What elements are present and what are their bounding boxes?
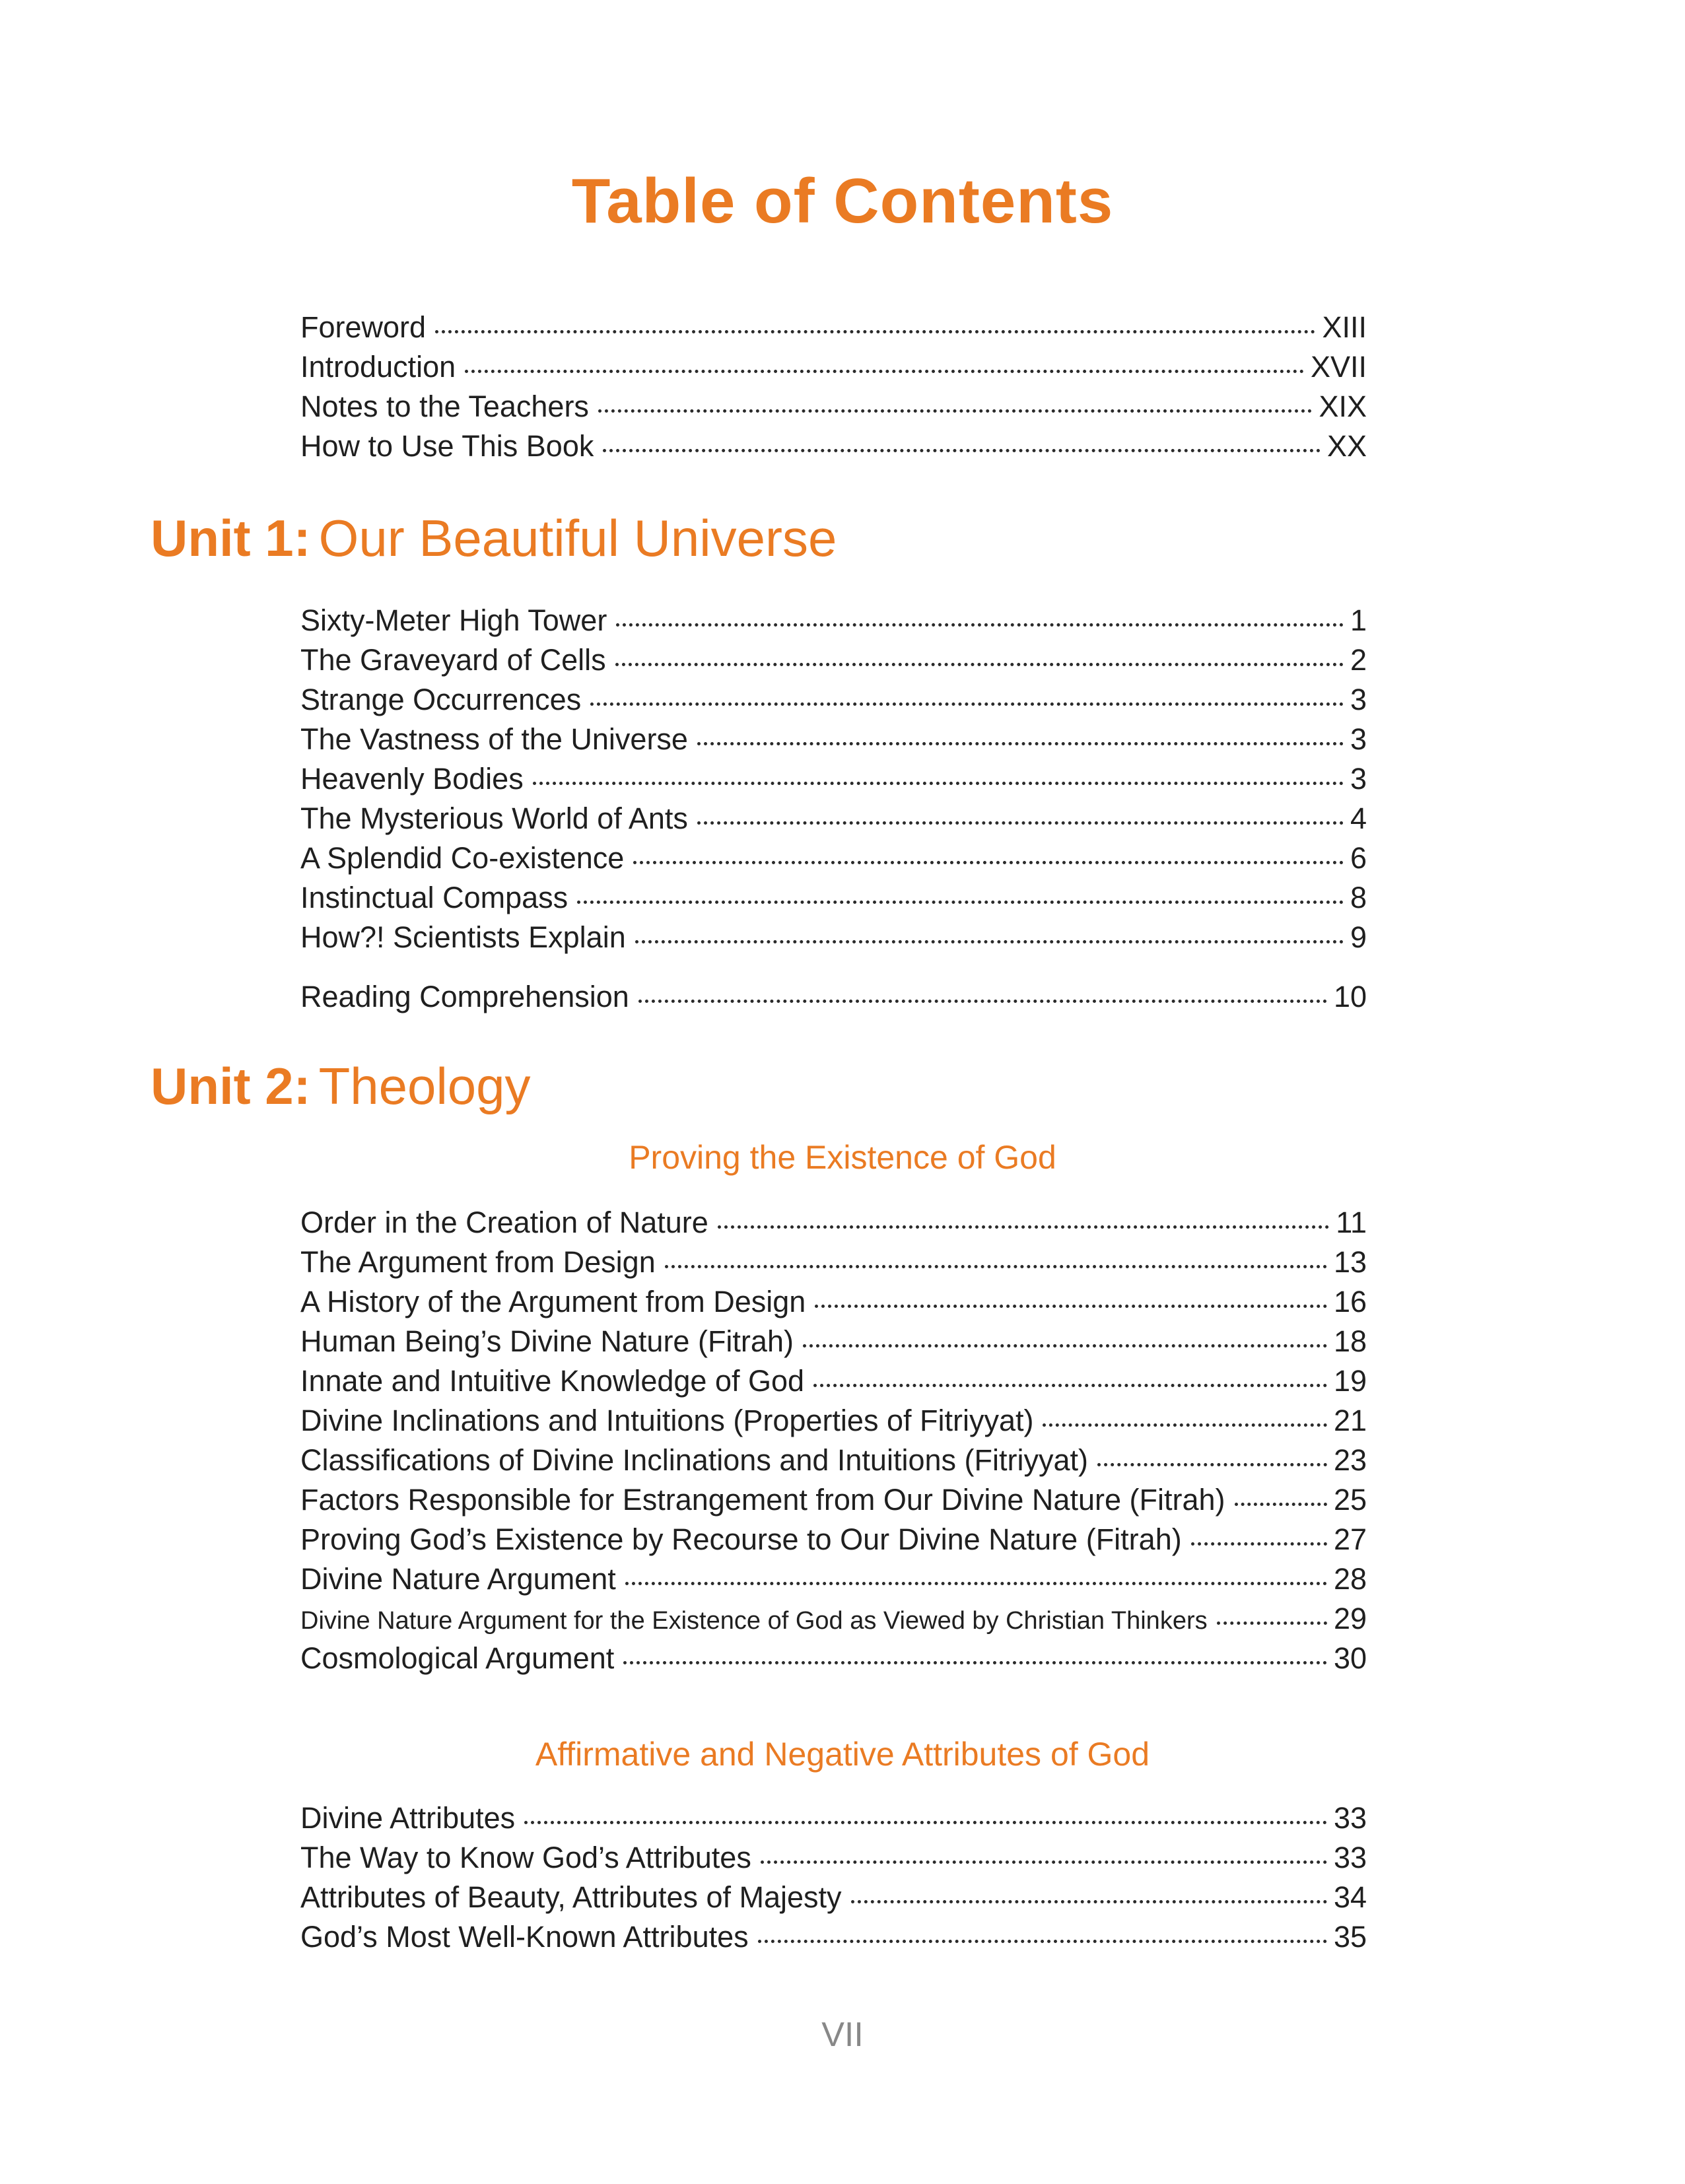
toc-entry[interactable] (300, 1480, 1367, 1520)
dot-leader (616, 623, 1344, 627)
entry-title: Cosmological Argument (300, 1641, 615, 1675)
entry-page: 3 (1350, 762, 1367, 796)
toc-entry[interactable] (300, 838, 1367, 878)
dot-leader (758, 1940, 1327, 1943)
entry-title: A Splendid Co-existence (300, 841, 625, 875)
entry-page: XX (1326, 429, 1367, 463)
toc-entry[interactable] (300, 1401, 1367, 1441)
entry-title: Divine Inclinations and Intuitions (Properties of Fitriyyat) (300, 1404, 1034, 1437)
entry-page: 1 (1350, 603, 1367, 637)
entry-page: 25 (1333, 1483, 1367, 1517)
entry-page: XIII (1322, 310, 1367, 344)
entry-title: The Mysterious World of Ants (300, 802, 688, 835)
toc-entry[interactable] (300, 1322, 1367, 1361)
section-1-list (300, 1203, 1367, 1678)
toc-entry[interactable] (300, 387, 1367, 427)
dot-leader (813, 1384, 1327, 1387)
toc-entry[interactable] (300, 1559, 1367, 1599)
page-title: Table of Contents (571, 166, 1114, 236)
entry-page: 34 (1333, 1880, 1367, 1914)
entry-page: 29 (1333, 1602, 1367, 1635)
entry-page: 16 (1333, 1285, 1367, 1318)
unit-2-heading (151, 1056, 531, 1116)
entry-page: 19 (1333, 1364, 1367, 1398)
unit-1-heading (151, 508, 837, 568)
entry-page: 33 (1333, 1841, 1367, 1874)
toc-entry[interactable] (300, 1203, 1367, 1243)
dot-leader (615, 663, 1344, 666)
dot-leader (533, 782, 1344, 785)
entry-page: 2 (1350, 643, 1367, 677)
section-heading: Affirmative and Negative Attributes of God (535, 1736, 1150, 1773)
toc-entry[interactable] (300, 601, 1367, 640)
entry-title: Divine Attributes (300, 1801, 516, 1835)
entry-page: 13 (1333, 1245, 1367, 1279)
entry-title: Introduction (300, 350, 456, 384)
entry-page: 3 (1350, 683, 1367, 716)
entry-page: 33 (1333, 1801, 1367, 1835)
toc-entry[interactable] (300, 1838, 1367, 1878)
entry-page: 10 (1333, 980, 1367, 1013)
dot-leader (1097, 1463, 1327, 1466)
unit-number: Unit 2: (151, 1057, 311, 1115)
toc-entry[interactable] (300, 1441, 1367, 1480)
dot-leader (803, 1344, 1327, 1348)
entry-title: God’s Most Well-Known Attributes (300, 1920, 749, 1954)
entry-title: Strange Occurrences (300, 683, 582, 716)
entry-title: The Way to Know God’s Attributes (300, 1841, 751, 1874)
entry-page: 4 (1350, 802, 1367, 835)
section-heading: Proving the Existence of God (629, 1139, 1056, 1176)
dot-leader (761, 1860, 1327, 1864)
entry-title: Instinctual Compass (300, 881, 568, 914)
entry-title: Heavenly Bodies (300, 762, 524, 796)
entry-page: 18 (1333, 1324, 1367, 1358)
entry-title: Order in the Creation of Nature (300, 1206, 708, 1239)
dot-leader (718, 1225, 1329, 1229)
unit-name: Theology (318, 1057, 531, 1115)
entry-title: Innate and Intuitive Knowledge of God (300, 1364, 805, 1398)
toc-entry[interactable] (300, 1798, 1367, 1838)
entry-title: The Vastness of the Universe (300, 722, 688, 756)
entry-page: 30 (1333, 1641, 1367, 1675)
toc-entry[interactable] (300, 720, 1367, 759)
entry-page: 11 (1336, 1206, 1367, 1239)
toc-entry[interactable] (300, 347, 1367, 387)
toc-entry[interactable] (300, 1243, 1367, 1282)
toc-entry[interactable] (300, 427, 1367, 466)
entry-title: Sixty-Meter High Tower (300, 603, 607, 637)
entry-title: Classifications of Divine Inclinations and Intuitions (Fitriyyat) (300, 1443, 1088, 1477)
page-number: VII (821, 2016, 864, 2054)
dot-leader (635, 940, 1344, 943)
unit-1-list (300, 601, 1367, 1017)
toc-entry[interactable] (300, 1878, 1367, 1917)
toc-entry[interactable] (300, 918, 1367, 957)
entry-page: XVII (1310, 350, 1367, 384)
entry-page: 27 (1333, 1522, 1367, 1556)
entry-title: The Graveyard of Cells (300, 643, 606, 677)
entry-page: 21 (1333, 1404, 1367, 1437)
entry-title: A History of the Argument from Design (300, 1285, 806, 1318)
dot-leader (1235, 1503, 1327, 1506)
toc-entry[interactable] (300, 1599, 1367, 1639)
toc-entry[interactable] (300, 1282, 1367, 1322)
dot-leader (465, 370, 1304, 373)
dot-leader (435, 330, 1315, 333)
entry-title: The Argument from Design (300, 1245, 656, 1279)
toc-entry[interactable] (300, 799, 1367, 838)
toc-entry[interactable] (300, 680, 1367, 720)
entry-title: Factors Responsible for Estrangement from Our Divine Nature (Fitrah) (300, 1483, 1225, 1517)
dot-leader (1191, 1542, 1327, 1546)
entry-page: 23 (1333, 1443, 1367, 1477)
toc-entry[interactable] (300, 308, 1367, 347)
dot-leader (590, 702, 1344, 706)
toc-entry[interactable] (300, 977, 1367, 1017)
entry-title: Foreword (300, 310, 427, 344)
dot-leader (1043, 1423, 1326, 1427)
section-2-list (300, 1798, 1367, 1957)
entry-title: Notes to the Teachers (300, 390, 589, 423)
entry-page: 3 (1350, 722, 1367, 756)
toc-entry[interactable] (300, 1639, 1367, 1678)
dot-leader (697, 742, 1344, 745)
entry-title: Divine Nature Argument for the Existence of God as Viewed by Christian Thinkers (300, 1607, 1208, 1635)
entry-title: Divine Nature Argument (300, 1562, 616, 1596)
dot-leader (1217, 1621, 1327, 1625)
dot-leader (577, 901, 1344, 904)
front-matter-list (300, 308, 1367, 466)
dot-leader (603, 449, 1321, 452)
entry-page: 35 (1333, 1920, 1367, 1954)
unit-name: Our Beautiful Universe (318, 509, 837, 567)
dot-leader (524, 1821, 1327, 1824)
dot-leader (625, 1582, 1327, 1585)
dot-leader (623, 1661, 1327, 1664)
entry-page: 8 (1350, 881, 1367, 914)
dot-leader (638, 1000, 1327, 1003)
entry-title: Proving God’s Existence by Recourse to Our Divine Nature (Fitrah) (300, 1522, 1182, 1556)
toc-entry[interactable] (300, 759, 1367, 799)
entry-page: 28 (1333, 1562, 1367, 1596)
toc-entry[interactable] (300, 878, 1367, 918)
toc-entry[interactable] (300, 1520, 1367, 1559)
entry-title: Human Being’s Divine Nature (Fitrah) (300, 1324, 794, 1358)
dot-leader (633, 861, 1344, 864)
unit-number: Unit 1: (151, 509, 311, 567)
entry-title: Attributes of Beauty, Attributes of Majesty (300, 1880, 842, 1914)
toc-entry[interactable] (300, 640, 1367, 680)
entry-page: XIX (1319, 390, 1367, 423)
entry-title: How?! Scientists Explain (300, 920, 626, 954)
dot-leader (665, 1265, 1327, 1268)
entry-page: 6 (1350, 841, 1367, 875)
entry-title: Reading Comprehension (300, 980, 629, 1013)
toc-entry[interactable] (300, 1917, 1367, 1957)
dot-leader (598, 409, 1313, 413)
dot-leader (815, 1305, 1327, 1308)
entry-page: 9 (1350, 920, 1367, 954)
dot-leader (851, 1900, 1327, 1903)
entry-title: How to Use This Book (300, 429, 594, 463)
dot-leader (697, 821, 1344, 825)
toc-entry[interactable] (300, 1361, 1367, 1401)
